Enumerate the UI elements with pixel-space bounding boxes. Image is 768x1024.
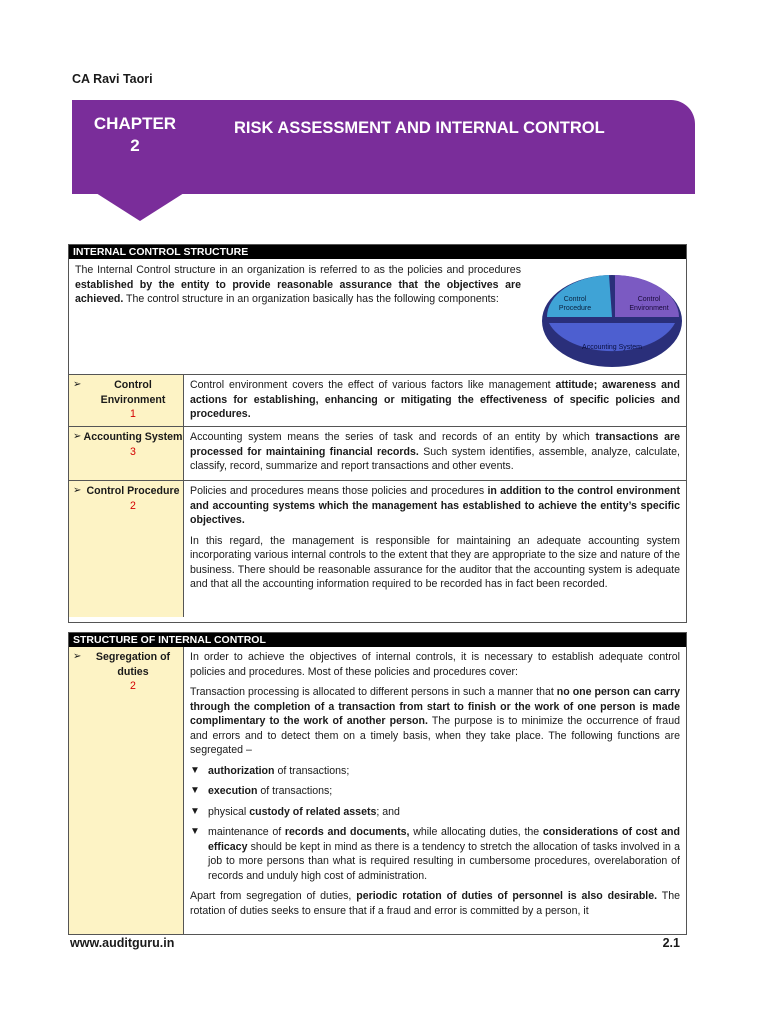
triangle-bullet-icon: ▼ [190,826,200,837]
intro-row [69,259,686,375]
row-control-procedure [69,481,686,617]
footer-divider [68,934,687,935]
row-content [184,481,686,595]
arrow-icon: ➢ [73,379,82,390]
row-label-cell [69,375,184,426]
diagram-label-right: Control Environment [629,296,669,312]
row-label [83,430,183,459]
row-text: Such system identifies, assemble, analyze, calculate, classify, record, summarize and report transactions and other events. [190,445,680,472]
row-label-text: Control Environment [100,379,166,406]
row-control-environment [69,375,686,427]
section-heading: STRUCTURE OF INTERNAL CONTROL [69,633,686,647]
intro-part: The control structure in an organization basically has the following components: [123,293,499,305]
list-item [190,805,680,820]
arrow-icon: ➢ [73,431,82,442]
row-label-text: Control Procedure [86,485,180,497]
footer-website: www.auditguru.in [70,936,175,950]
row-paragraph [190,685,680,758]
row-text: Control environment covers the effect of various factors like management [190,379,556,391]
bullet-bold: considerations of cost and efficacy [208,826,681,853]
triangle-bullet-icon: ▼ [190,785,200,796]
arrow-icon: ➢ [73,651,82,662]
row-accounting-system [69,427,686,481]
bullet-bold: custody of related assets [249,805,377,818]
row-paragraph: In this regard, the management is responsible for maintaining an adequate accounting system incorporating various internal controls to the extent that they are appropriate to the size and nature of the business. There should be reasonable assurance for the auditor that the accounting system is adequate and that all the accounting information required to be recorded has in fact been recorded. [190,534,680,590]
list-item [190,784,680,799]
row-segregation-of-duties [69,647,686,934]
list-item [190,764,680,779]
row-content [184,647,686,921]
row-bold: no one person can carry through the completion of a transaction from start to finish or the work of one person is made complimentary to the work of another person. [190,686,680,727]
row-bold: in addition to the control environment and accounting systems which the management has established to achieve the entity’s specific objectives. [190,485,680,526]
row-text: Policies and procedures means those policies and procedures [190,485,488,497]
row-label [83,378,183,422]
page-number: 2.1 [662,936,680,950]
row-number: 2 [130,499,136,512]
structure-of-internal-control-table [68,632,687,934]
row-number: 3 [130,445,136,458]
triangle-bullet-icon: ▼ [190,764,200,776]
row-label-cell [69,481,184,617]
author-name: CA Ravi Taori [72,72,153,86]
bullet-text: should be kept in mind as there is a tendency to stretch the allocation of tasks involved in a job to more persons than what is required resulting in cumbersome procedures, overelaboration of records and unduly high cost of administration. [208,840,680,882]
diagram-label-left: Control Procedure [558,296,592,312]
bullet-bold: authorization [208,764,275,777]
row-label [83,484,183,513]
control-components-diagram [539,263,685,371]
row-content [184,427,686,477]
bullet-text: maintenance of [208,826,285,838]
intro-bold: established by the entity to provide reasonable assurance that the objectives are achieved. [75,278,521,305]
intro-part: The Internal Control structure in an organization is referred to as the policies and procedures [75,264,521,276]
row-text: The rotation of duties seeks to ensure that if a fraud and error is committed by a person, it [190,890,681,917]
intro-text [75,263,521,307]
bullet-text: physical [208,805,250,818]
triangle-bullet-icon: ▼ [190,805,200,817]
row-text: Apart from segregation of duties, [190,890,357,902]
chapter-number: 2 [130,136,140,155]
row-text: The purpose is to minimize the occurrence of fraud and errors and to detect them on a timely basis, when they take place. The following functions are segregated – [190,715,680,756]
banner-notch [96,193,184,221]
chapter-title: RISK ASSESSMENT AND INTERNAL CONTROL [234,119,605,137]
row-label-cell [69,647,184,934]
bullet-bold: records and documents, [284,826,410,838]
row-label-cell [69,427,184,480]
row-bold: transactions are processed for maintaining financial records. [190,431,680,458]
chapter-label [88,113,182,157]
row-bold: periodic rotation of duties of personnel is also desirable. [356,890,658,902]
row-text: Accounting system means the series of task and records of an entity by which [190,431,596,443]
row-number: 2 [130,680,136,692]
chapter-word: CHAPTER [93,114,177,133]
bullet-text: ; and [376,805,400,818]
bullet-text: of transactions; [274,764,350,777]
row-content [184,375,686,425]
row-number: 1 [130,408,136,420]
bullet-list [190,764,680,884]
row-label-text: Segregation of duties [95,651,171,678]
bullet-text: of transactions; [257,785,333,797]
row-paragraph: In order to achieve the objectives of internal controls, it is necessary to establish adequate control policies and procedures. Most of these policies and procedures cover: [190,651,680,678]
internal-control-structure-table [68,244,687,623]
bullet-text: while allocating duties, the [409,826,543,838]
bullet-bold: execution [208,785,258,797]
row-text: Transaction processing is allocated to different persons in such a manner that [190,686,557,698]
row-paragraph [190,484,680,528]
row-label-text: Accounting System [83,431,183,443]
arrow-icon: ➢ [73,485,82,496]
diagram-label-bottom: Accounting System [582,344,642,351]
list-item [190,825,680,883]
row-label [83,650,183,694]
row-paragraph [190,889,680,918]
row-bold: attitude; awareness and actions for establishing, enhancing or mitigating the effectiveness of specific policies and procedures. [190,379,681,420]
section-heading: INTERNAL CONTROL STRUCTURE [69,245,686,259]
